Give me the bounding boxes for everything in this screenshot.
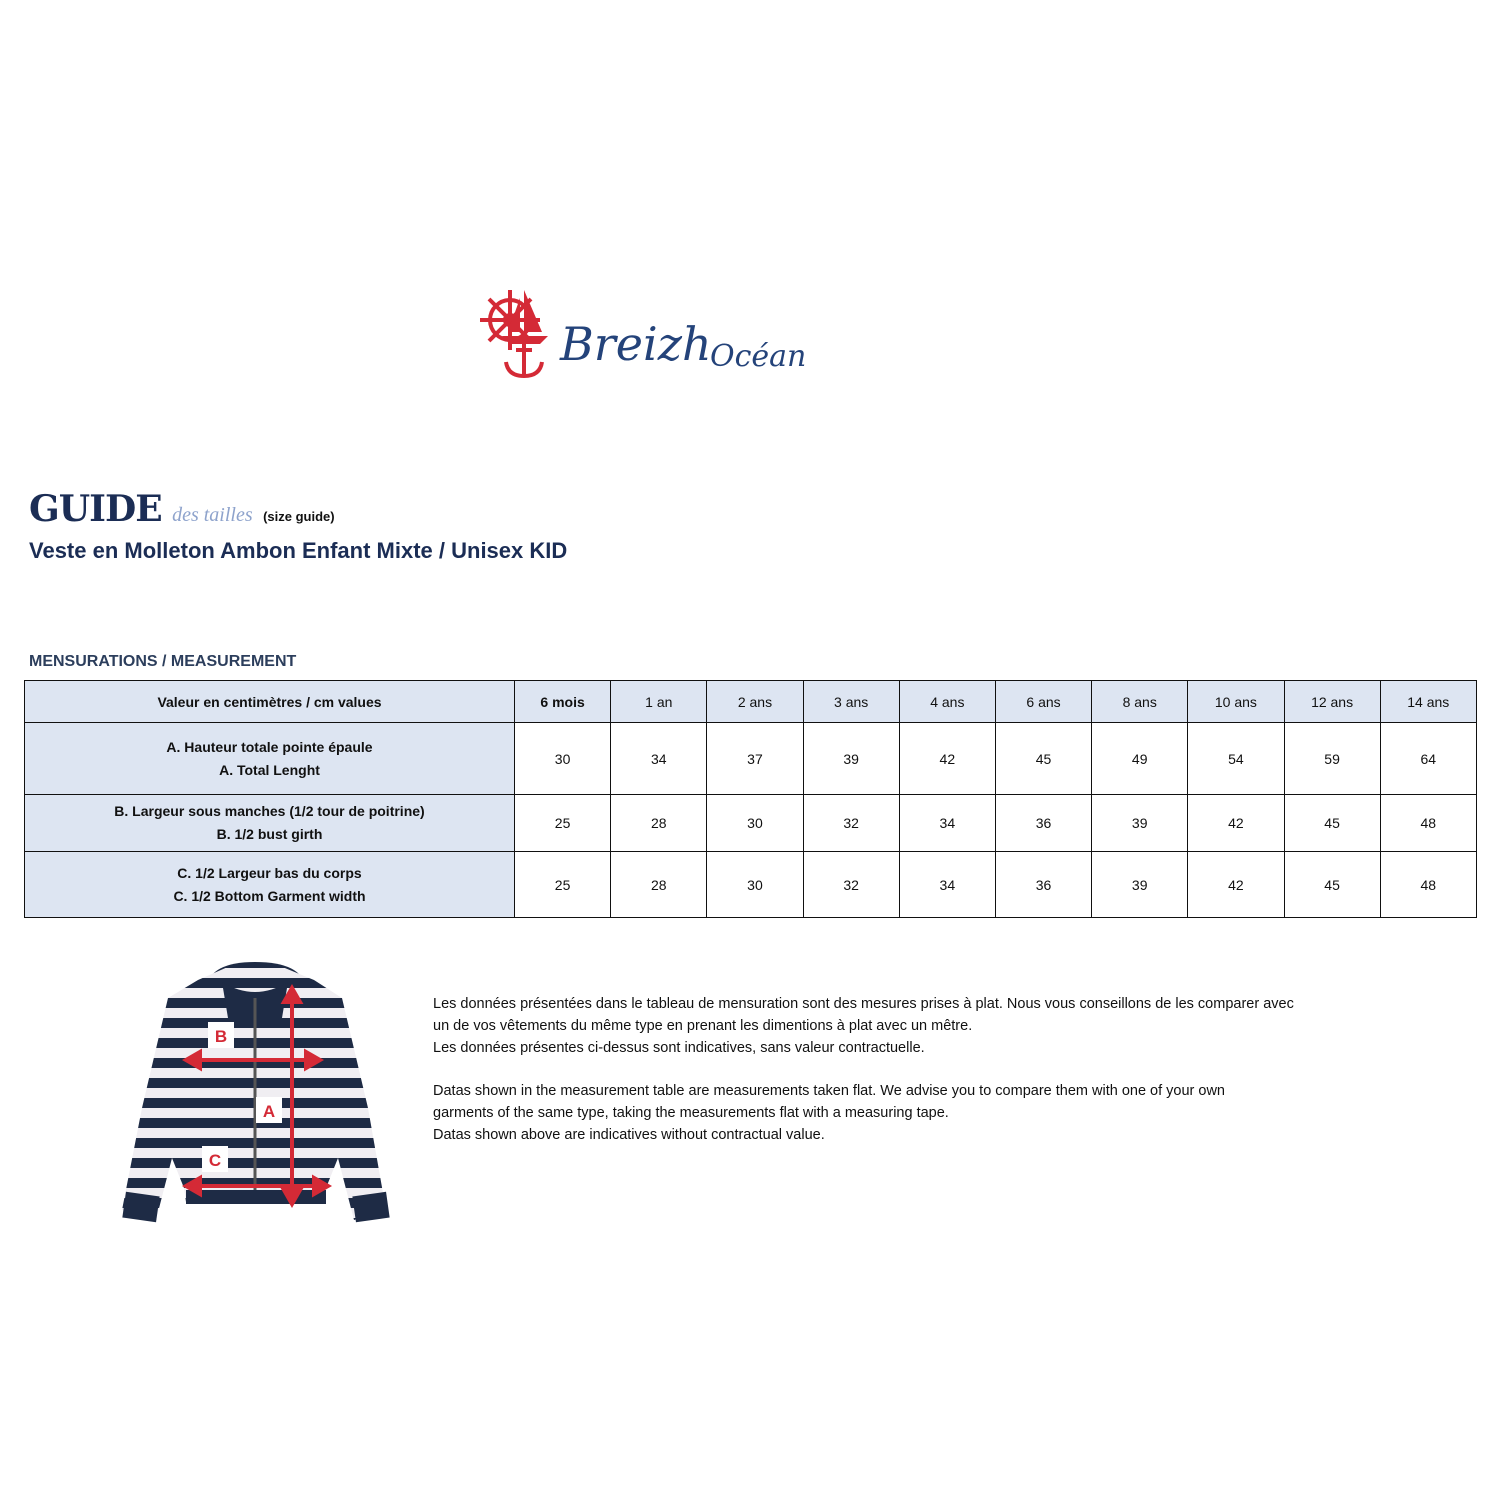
table-cell: 36 — [995, 795, 1091, 852]
row-label-en: B. 1/2 bust girth — [216, 826, 323, 842]
table-row — [25, 852, 1477, 918]
row-label — [25, 852, 515, 918]
brand-word-ocean: Océan — [710, 339, 807, 374]
row-label-fr: B. Largeur sous manches (1/2 tour de poitrine) — [114, 803, 425, 819]
size-header: 6 ans — [995, 681, 1091, 723]
size-table — [24, 680, 1477, 918]
table-cell: 59 — [1284, 723, 1380, 795]
table-cell: 25 — [515, 852, 611, 918]
notes-spacer — [433, 1059, 1413, 1080]
right-cuff — [352, 1192, 389, 1222]
table-cell: 34 — [899, 795, 995, 852]
table-cell: 30 — [707, 795, 803, 852]
row-label-en: A. Total Lenght — [219, 761, 320, 778]
jacket-measurement-diagram — [110, 958, 400, 1240]
table-cell: 42 — [1188, 852, 1284, 918]
table-cell: 49 — [1092, 723, 1188, 795]
table-header-row — [25, 681, 1477, 723]
table-cell: 34 — [899, 852, 995, 918]
note-en-line: Datas shown above are indicatives without contractual value. — [433, 1127, 825, 1143]
section-label: MENSURATIONS / MEASUREMENT — [29, 653, 297, 670]
table-cell: 48 — [1380, 795, 1476, 852]
label-c: C — [208, 1151, 222, 1170]
table-cell: 45 — [1284, 852, 1380, 918]
note-en-line: Datas shown in the measurement table are measurements taken flat. We advise you to compare them with one of your own — [433, 1083, 1225, 1099]
table-cell: 39 — [1092, 852, 1188, 918]
product-subtitle: Veste en Molleton Ambon Enfant Mixte / Unisex KID — [29, 538, 568, 563]
table-row — [25, 795, 1477, 852]
label-b: B — [214, 1027, 228, 1046]
note-fr-line: Les données présentées dans le tableau de mensuration sont des mesures prises à plat. Nous vous conseillons de les comparer avec — [433, 996, 1294, 1012]
table-cell: 39 — [1092, 795, 1188, 852]
table-cell: 30 — [515, 723, 611, 795]
table-cell: 54 — [1188, 723, 1284, 795]
size-header: 12 ans — [1284, 681, 1380, 723]
table-cell: 45 — [995, 723, 1091, 795]
row-label — [25, 795, 515, 852]
size-header: 1 an — [611, 681, 707, 723]
table-cell: 39 — [803, 723, 899, 795]
table-cell: 42 — [899, 723, 995, 795]
note-fr-line: un de vos vêtements du même type en prenant les dimentions à plat avec un mêtre. — [433, 1018, 973, 1034]
size-header: 8 ans — [1092, 681, 1188, 723]
size-header: 2 ans — [707, 681, 803, 723]
row-label-fr: C. 1/2 Largeur bas du corps — [177, 864, 362, 881]
table-cell: 64 — [1380, 723, 1476, 795]
table-cell: 42 — [1188, 795, 1284, 852]
size-header: 3 ans — [803, 681, 899, 723]
table-cell: 30 — [707, 852, 803, 918]
table-cell: 32 — [803, 795, 899, 852]
table-cell: 36 — [995, 852, 1091, 918]
table-cell: 45 — [1284, 795, 1380, 852]
measurement-notes — [433, 993, 1413, 1146]
table-cell: 37 — [707, 723, 803, 795]
note-en-line: garments of the same type, taking the measurements flat with a measuring tape. — [433, 1105, 949, 1121]
guide-title: GUIDE — [29, 488, 162, 530]
left-cuff — [122, 1192, 159, 1222]
waistband — [186, 1190, 326, 1204]
label-a: A — [262, 1102, 276, 1121]
brand-logo — [472, 282, 842, 392]
size-header: 14 ans — [1380, 681, 1476, 723]
guide-header — [29, 488, 335, 530]
table-cell: 34 — [611, 723, 707, 795]
size-header: 4 ans — [899, 681, 995, 723]
brand-word-breizh: Breizh — [560, 317, 712, 371]
table-corner-header: Valeur en centimètres / cm values — [25, 681, 515, 723]
table-cell: 28 — [611, 852, 707, 918]
table-row — [25, 723, 1477, 795]
row-label — [25, 723, 515, 795]
table-cell: 28 — [611, 795, 707, 852]
table-cell: 32 — [803, 852, 899, 918]
guide-title-note: (size guide) — [263, 509, 335, 524]
table-cell: 48 — [1380, 852, 1476, 918]
table-cell: 25 — [515, 795, 611, 852]
row-label-fr: A. Hauteur totale pointe épaule — [166, 738, 373, 755]
size-header: 10 ans — [1188, 681, 1284, 723]
row-label-en: C. 1/2 Bottom Garment width — [173, 887, 366, 904]
guide-title-italic: des tailles — [172, 504, 253, 526]
note-fr-line: Les données présentes ci-dessus sont indicatives, sans valeur contractuelle. — [433, 1040, 925, 1056]
size-header: 6 mois — [515, 681, 611, 723]
